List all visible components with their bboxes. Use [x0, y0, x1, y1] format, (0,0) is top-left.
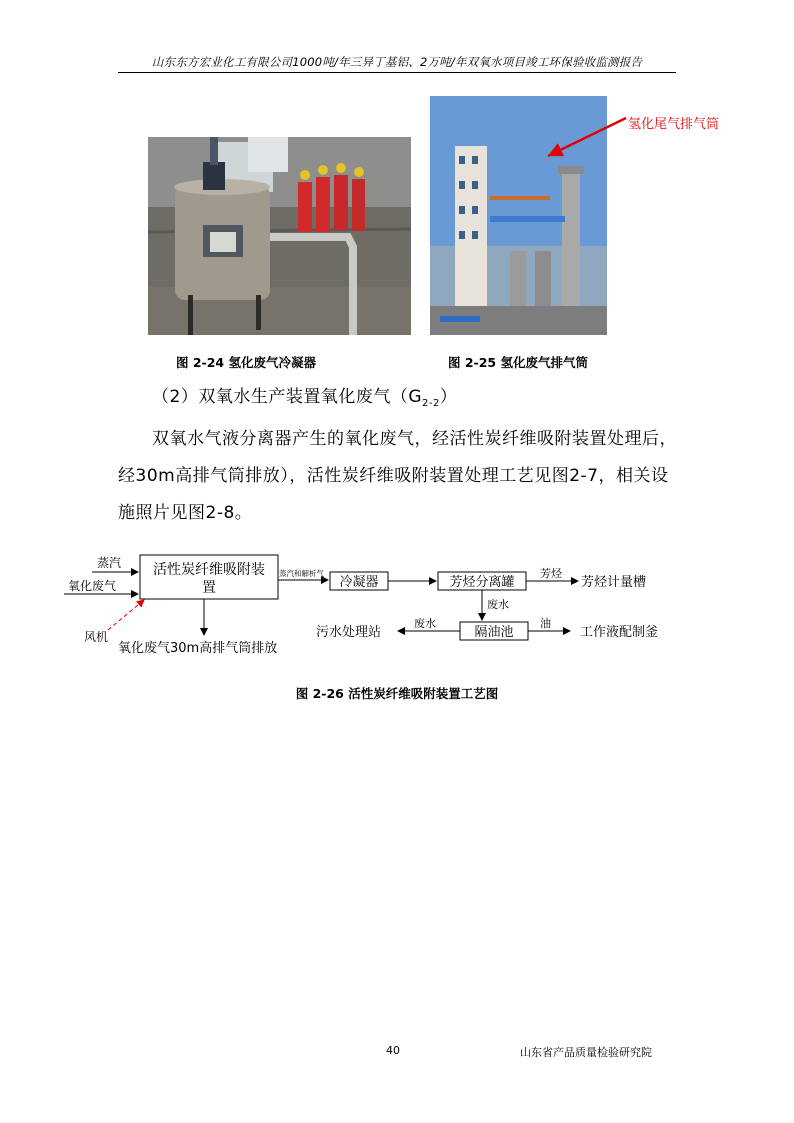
header-divider: [118, 72, 676, 73]
body-paragraph: 双氧水气液分离器产生的氧化废气，经活性炭纤维吸附装置处理后，经30m高排气筒排放），活性炭纤维吸附装置处理工艺见图2-7，相关设施照片见图2-8。: [118, 429, 677, 523]
section-heading: [118, 379, 712, 422]
input-fan-label: 风机: [84, 630, 109, 644]
wastewater-down-label: 废水: [487, 598, 509, 611]
header-title: 山东东方宏业化工有限公司1000吨/年三异丁基铝、2万吨/年双氧水项目竣工环保验收监测报告: [151, 55, 643, 69]
sewage-station-label: 污水处理站: [316, 625, 382, 640]
aromatic-label: 芳烃: [540, 567, 562, 580]
heading-suffix: ）: [439, 387, 458, 407]
process-flowchart: [50, 548, 710, 660]
condenser-photo: [148, 137, 411, 335]
fan-arrow: [108, 600, 144, 630]
heading-prefix: （2）双氧水生产装置氧化废气（G: [152, 387, 422, 407]
solution-kettle-label: 工作液配制釜: [580, 625, 659, 640]
figure-2-24-caption: 图 2-24 氢化废气冷凝器: [176, 355, 316, 370]
annotation-arrow: [540, 108, 630, 168]
adsorber-line1: 活性炭纤维吸附装: [153, 562, 265, 578]
heading-subscript: 2-2: [422, 398, 440, 409]
separator-label: 芳烃分离罐: [449, 575, 515, 590]
input-steam-label: 蒸汽: [97, 556, 122, 570]
stack-annotation-label: 氢化尾气排气筒: [628, 117, 720, 132]
aromatic-tank-label: 芳烃计量槽: [581, 575, 647, 590]
oil-separator-label: 隔油池: [474, 625, 514, 640]
exhaust-label: 氧化废气30m高排气筒排放: [118, 641, 278, 656]
footer-organization: 山东省产品质量检验研究院: [520, 1046, 652, 1059]
figure-2-25-caption: 图 2-25 氢化废气排气筒: [448, 355, 588, 370]
adsorber-line2: 置: [202, 580, 216, 596]
input-oxidation-gas-label: 氧化废气: [68, 579, 117, 593]
page-number: 40: [386, 1044, 400, 1057]
wastewater-left-label: 废水: [414, 617, 436, 630]
oil-label: 油: [540, 617, 551, 630]
condenser-label: 冷凝器: [339, 575, 379, 590]
mixed-gas-label: 蒸汽和解析气: [279, 569, 324, 578]
figure-2-26-caption: 图 2-26 活性炭纤维吸附装置工艺图: [295, 686, 499, 701]
